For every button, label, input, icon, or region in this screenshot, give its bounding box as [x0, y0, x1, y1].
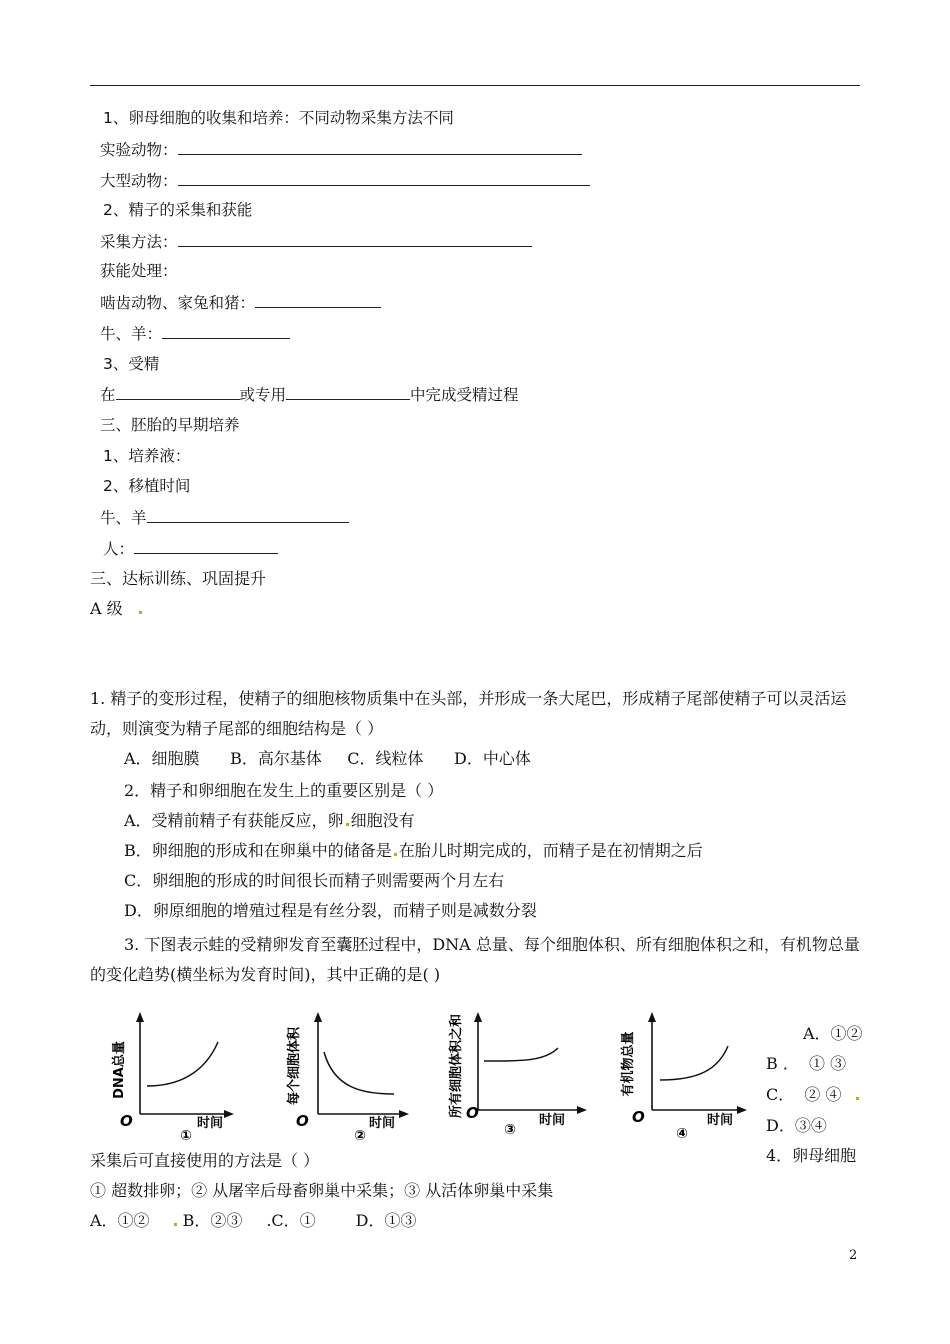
graph-2-x-arrow [399, 1110, 409, 1118]
lab-animal-blank[interactable] [178, 139, 582, 155]
fertilization-mid: 或专用 [239, 386, 287, 404]
cattle-transfer-blank[interactable] [147, 507, 349, 523]
question-3 [90, 930, 860, 990]
q3-option-a: A．①② [803, 1024, 863, 1043]
graph-2-curve [324, 1052, 394, 1094]
decorative-dot [139, 611, 142, 614]
graph-3-number: ③ [504, 1122, 516, 1138]
cattle-line [100, 323, 290, 344]
transfer-time-label: 2、移植时间 [103, 477, 191, 495]
graph-2-ylabel: 每个细胞体积 [287, 1026, 302, 1106]
graph-3-x-arrow [577, 1106, 587, 1114]
training-heading: 三、达标训练、巩固提升 [90, 569, 267, 588]
graph-2 [282, 1010, 412, 1145]
culture-medium-label: 1、培养液： [103, 447, 191, 465]
q1-options: A．细胞膜 B．高尔基体 C．线粒体 D．中心体 [124, 749, 531, 768]
graph-2-xlabel: 时间 [368, 1116, 396, 1131]
q3-option-d: D．③④ [766, 1116, 827, 1135]
rodent-line [100, 292, 381, 313]
collect-method-line [100, 231, 532, 252]
graph-4-x-arrow [737, 1106, 747, 1114]
rodent-blank[interactable] [255, 292, 381, 308]
q3-option-b: B ． ① ③ [766, 1054, 847, 1073]
graph-4-xlabel: 时间 [706, 1113, 734, 1128]
lab-animal-label: 实验动物： [100, 141, 178, 159]
graph-2-number: ② [354, 1128, 366, 1144]
embryo-culture-heading: 三、胚胎的早期培养 [100, 416, 240, 434]
q2-option-b-part1: B．卵细胞的形成和在卵巢中的储备是 [124, 841, 392, 860]
cattle-label: 牛、羊： [100, 325, 163, 343]
q2-option-b-part2: 在胎儿时期完成的，而精子是在初情期之后 [398, 841, 703, 860]
fertilization-line [100, 384, 519, 405]
graph-4 [618, 1010, 750, 1145]
decorative-dot [346, 823, 349, 826]
q4-option-d: D．①③ [355, 1211, 417, 1230]
page-number: 2 [849, 1248, 858, 1263]
graph-1-y-arrow [136, 1012, 144, 1022]
graph-2-origin: O [296, 1112, 309, 1130]
q2-stem: 2．精子和卵细胞在发生上的重要区别是（ ） [124, 781, 444, 800]
graph-4-y-arrow [648, 1012, 656, 1022]
q2-option-b [124, 836, 860, 866]
q2-option-a [124, 806, 860, 836]
graph-3-y-arrow [474, 1012, 482, 1022]
q4-stem-start: 4．卵母细胞 [766, 1146, 857, 1165]
graph-1-number: ① [180, 1128, 192, 1144]
q2-option-d: D．卵原细胞的增殖过程是有丝分裂，而精子则是减数分裂 [124, 901, 537, 920]
level-text: A 级 [90, 599, 123, 618]
decorative-dot [174, 1223, 177, 1226]
rodent-label: 啮齿动物、家兔和猪： [100, 294, 256, 312]
graph-3-ylabel: 所有细胞体积之和 [449, 1013, 464, 1119]
q3-option-c-line [766, 1085, 861, 1105]
decorative-dot [394, 853, 397, 856]
q3-option-c: C． ② ④ [766, 1085, 842, 1104]
graph-4-number: ④ [676, 1126, 688, 1142]
cattle-transfer-label: 牛、羊 [100, 509, 147, 527]
header-rule [90, 85, 860, 86]
q3-stem-line-2: 的变化趋势(横坐标为发育时间)，其中正确的是( ) [90, 965, 441, 984]
collect-method-label: 采集方法： [100, 233, 178, 251]
q1-stem-line-1: 1. 精子的变形过程，使精子的细胞核物质集中在头部，并形成一条大尾巴，形成精子尾部使精子可以灵活运 [90, 689, 847, 708]
large-animal-blank[interactable] [178, 170, 590, 186]
sperm-heading: 2、精子的采集和获能 [103, 201, 253, 219]
human-transfer-line [103, 538, 278, 559]
graph-4-origin: O [632, 1108, 645, 1126]
collect-method-blank[interactable] [178, 231, 532, 247]
fertilization-prefix: 在 [100, 386, 116, 404]
fertilization-suffix: 中完成受精过程 [410, 386, 519, 404]
graph-1-ylabel: DNA总量 [112, 1041, 127, 1099]
fertilization-heading: 3、受精 [103, 355, 160, 373]
q2-option-c: C．卵细胞的形成的时间很长而精子则需要两个月左右 [124, 871, 505, 890]
large-animal-line [100, 170, 590, 191]
cattle-transfer-line [100, 507, 349, 528]
graph-3-curve [484, 1048, 558, 1061]
graph-2-y-arrow [314, 1012, 322, 1022]
fertilization-blank-1[interactable] [116, 384, 240, 400]
q4-option-a: A．①② [90, 1211, 150, 1230]
decorative-dot [856, 1097, 859, 1100]
graph-1-x-arrow [224, 1110, 234, 1118]
q2-option-a-part1: A．受精前精子有获能反应，卵 [124, 811, 344, 830]
q4-items: ① 超数排卵；② 从屠宰后母畜卵巢中采集；③ 从活体卵巢中采集 [90, 1181, 554, 1200]
q4-option-b: B．②③ [182, 1211, 243, 1230]
graph-3-xlabel: 时间 [538, 1113, 566, 1128]
cattle-blank[interactable] [162, 323, 290, 339]
q2-option-a-part2: 细胞没有 [350, 811, 415, 830]
graph-3-origin: O [466, 1104, 479, 1122]
graph-4-curve [660, 1046, 728, 1080]
graph-1 [110, 1010, 235, 1145]
graph-3 [448, 1000, 593, 1145]
large-animal-label: 大型动物： [100, 172, 178, 190]
lab-animal-line [100, 139, 582, 160]
question-2 [90, 776, 860, 926]
graph-1-origin: O [120, 1112, 133, 1130]
graph-1-xlabel: 时间 [196, 1116, 224, 1131]
q4-option-c: .C．① [266, 1211, 316, 1230]
capacitation-label: 获能处理： [100, 262, 178, 280]
q1-stem-line-2: 动，则演变为精子尾部的细胞结构是（ ） [90, 719, 384, 738]
level-label [90, 599, 144, 619]
collection-heading: 1、卵母细胞的收集和培养：不同动物采集方法不同 [103, 109, 454, 127]
question-4 [90, 1145, 860, 1236]
human-transfer-blank[interactable] [134, 538, 278, 554]
question-1 [90, 684, 860, 774]
graph-4-ylabel: 有机物总量 [621, 1031, 636, 1097]
q3-stem-line-1: 3. 下图表示蛙的受精卵发育至囊胚过程中，DNA 总量、每个细胞体积、所有细胞体积之和，有机物总量 [124, 935, 860, 954]
human-transfer-label: 人： [103, 540, 135, 558]
fertilization-blank-2[interactable] [286, 384, 410, 400]
q4-options [90, 1206, 860, 1236]
graph-1-curve [147, 1042, 218, 1086]
q4-stem: 采集后可直接使用的方法是（ ） [90, 1151, 320, 1170]
